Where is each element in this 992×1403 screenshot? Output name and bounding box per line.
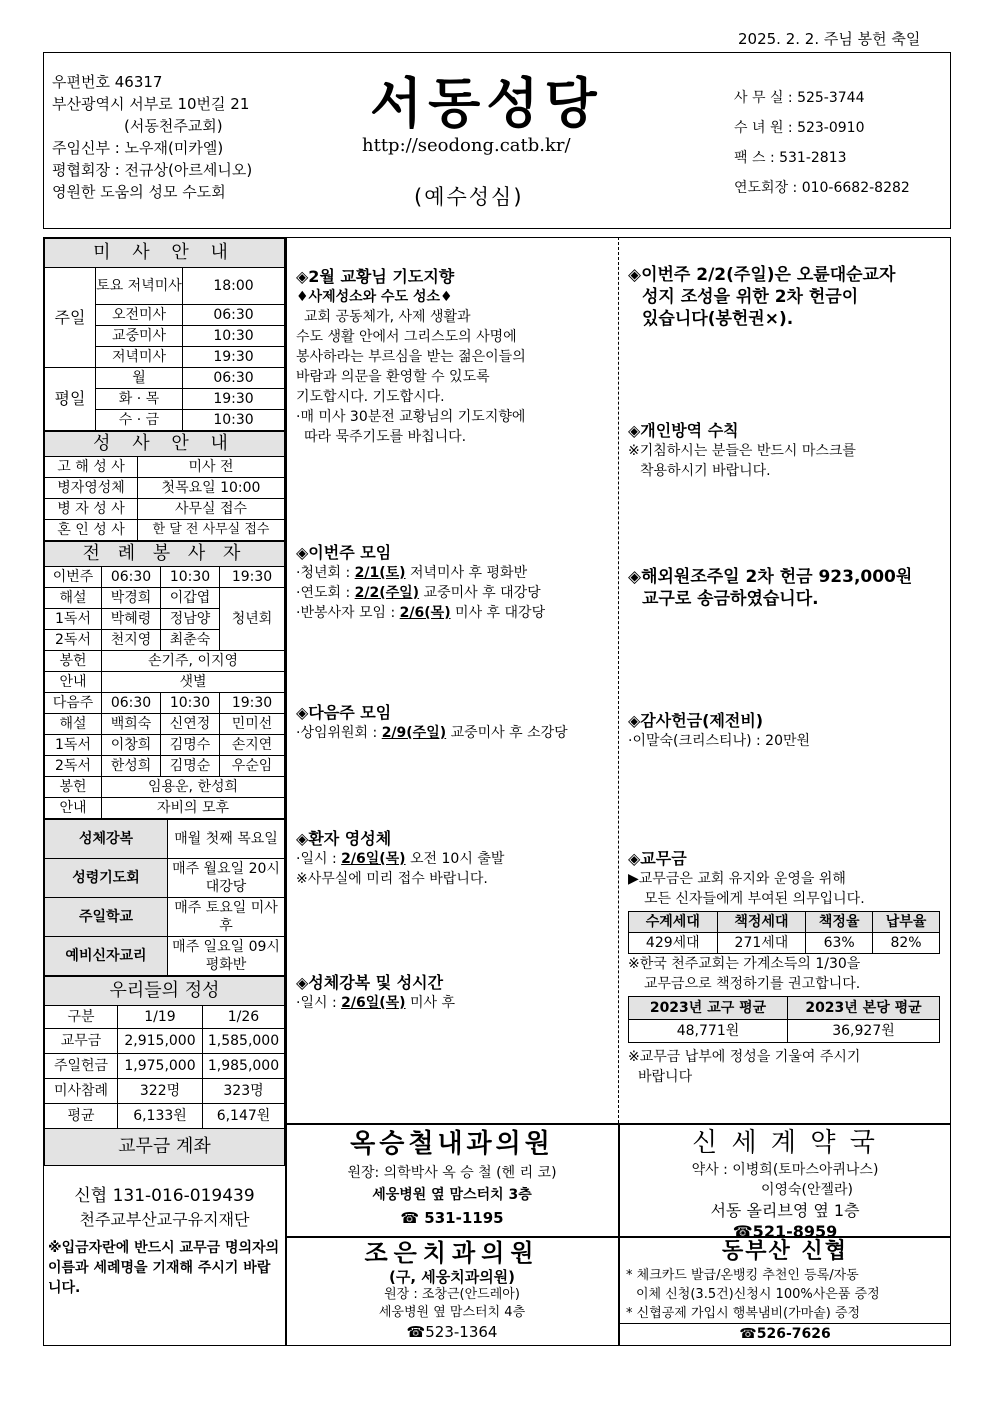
servers-table [44,541,285,819]
sick-communion-time: ·일시 : 2/6일(목) 오전 10시 출발 [296,851,505,867]
ad3-phone: ☎523-1364 [406,1323,498,1341]
dues-title: ◈교무금 [628,849,687,868]
dues-note-2: 교무금으로 책정하기를 권고합니다. [644,976,861,992]
quarantine-title: ◈개인방역 수칙 [628,421,739,440]
nw-commentator-label: 해설 [45,714,102,735]
offering-header-date1: 1/19 [118,1006,203,1029]
benediction [296,970,614,1013]
bulletin-date: 2025. 2. 2. 주님 봉헌 축일 [738,30,921,48]
sacrament-title: 성 사 안 내 [45,432,285,457]
avg-h2: 2023년 본당 평균 [788,997,940,1020]
prayer-line-3: 봉사하라는 부르심을 받는 젊은이들의 [296,349,526,365]
tw-reading2-1: 천지영 [102,630,161,651]
ad4-name: 동부산 신협 [722,1239,848,1264]
dues-h2: 책정세대 [717,912,806,933]
schedule-prayer-group-time: 매주 월요일 20시 대강당 [168,859,285,898]
offering-attendance-label: 미사참례 [45,1079,118,1104]
next-week-time-3: 19:30 [220,693,285,714]
nw-offering-label: 봉헌 [45,777,102,798]
mission-line-2: 교구로 송금하였습니다. [642,589,819,609]
avg-diocese: 48,771원 [629,1020,788,1043]
tw-reading2-label: 2독서 [45,630,102,651]
mass-tue-thu: 화 · 목 [96,389,183,410]
sacrament-marriage-time: 한 달 전 사무실 접수 [138,520,285,541]
next-meetings-title: ◈다음주 모임 [296,703,392,722]
office-phone: 사 무 실 : 525-3744 [734,90,865,106]
nw-commentator-1: 백희숙 [102,714,161,735]
next-week-meetings [296,700,614,743]
ad3-doctor: 원장 : 조창근(안드레아) [384,1287,520,1302]
convent: 영원한 도움의 성모 수도회 [52,183,226,201]
mass-morning: 오전미사 [96,305,183,326]
ad3-former-name: (구, 세웅치과의원) [388,1268,516,1286]
nw-reading2-label: 2독서 [45,756,102,777]
sacrament-sick-communion: 병자영성체 [45,478,138,499]
meetings-title: ◈이번주 모임 [296,543,392,562]
tw-reading1-1: 박혜령 [102,609,161,630]
nw-reading1-1: 이창희 [102,735,161,756]
benediction-time: ·일시 : 2/6일(목) 미사 후 [296,995,456,1011]
sick-communion-note: ※사무실에 미리 접수 바랍니다. [296,871,488,887]
website-link[interactable]: http://seodong.catb.kr/ [362,135,571,156]
ad-dental-clinic [286,1238,618,1342]
sacrament-anointing: 병 자 성 사 [45,499,138,520]
mass-mon-time: 06:30 [183,368,285,389]
offering-dues-2: 1,585,000 [203,1029,285,1054]
schedule-sunday-school: 주일학교 [45,898,168,937]
middle-column [296,264,614,447]
sacrament-marriage: 혼 인 성 사 [45,520,138,541]
ad-pharmacy [620,1126,950,1242]
tw-reading2-2: 최춘숙 [161,630,220,651]
ad3-name: 조은치과의원 [364,1239,540,1267]
page-title: 서동성당 [370,72,603,135]
ad3-address: 세웅병원 옆 맘스터치 4층 [378,1305,526,1320]
dues-h1: 수계세대 [629,912,718,933]
dues-note-1: ※한국 천주교회는 가계소득의 1/30을 [628,956,861,972]
meeting-standing-committee: ·상임위원회 : 2/9(주일) 교중미사 후 소강당 [296,725,568,741]
memorial-president-phone: 연도회장 : 010-6682-8282 [734,180,910,196]
mass-table [44,238,285,431]
prayer-intention-title: ◈2월 교황님 기도지향 [296,267,455,286]
nw-commentator-3: 민미선 [220,714,285,735]
offering-title: 우리들의 정성 [45,977,285,1006]
dues-line-1: ▶교무금은 교회 유지와 운영을 위해 [628,871,846,887]
ad1-address: 세웅병원 옆 맘스터치 3층 [372,1187,532,1203]
tw-commentator-1: 박경희 [102,588,161,609]
convent-phone: 수 녀 원 : 523-0910 [734,120,865,136]
ad2-address: 서동 올리브영 옆 1층 [710,1201,860,1220]
ad2-pharmacist-2: 이영숙(안젤라) [760,1182,854,1198]
offering-dues-1: 2,915,000 [118,1029,203,1054]
meeting-youth: ·청년회 : 2/1(토) 저녁미사 후 평화반 [296,565,528,581]
tw-commentator-2: 이갑엽 [161,588,220,609]
offering-average-label: 평균 [45,1104,118,1129]
dues-v1: 429세대 [629,933,718,954]
thanks-line: ·이말숙(크리스티나) : 20만원 [628,733,811,749]
sacrament-table [44,431,285,541]
offering-dues-label: 교무금 [45,1029,118,1054]
tw-offering: 손기주, 이지영 [102,651,285,672]
offering-sunday-1: 1,975,000 [118,1054,203,1079]
offering-header-date2: 1/26 [203,1006,285,1029]
dues-table [628,911,940,954]
this-week-meetings [296,540,614,623]
sacrament-confession: 고 해 성 사 [45,457,138,478]
mass-main: 교중미사 [96,326,183,347]
ad-credit-union [620,1238,950,1344]
ad4-line-2: 이체 신청(3.5건)신청시 100%사은품 증정 [636,1287,880,1302]
prayer-line-6: ·매 미사 30분전 교황님의 기도지향에 [296,409,526,425]
mass-wed-fri: 수 · 금 [96,410,183,431]
dues-v4: 82% [873,933,940,954]
sick-communion [296,826,614,889]
schedule-catechumen: 예비신자교리 [45,937,168,976]
church-name-paren: (서동천주교회) [124,117,223,135]
thanks-offering [628,708,946,751]
nw-reading2-2: 김명순 [161,756,220,777]
offering-average-1: 6,133원 [118,1104,203,1129]
header-contacts [734,83,910,203]
avg-h1: 2023년 교구 평균 [629,997,788,1020]
next-week-time-2: 10:30 [161,693,220,714]
ad-internal-clinic [286,1126,618,1230]
ad2-name: 신 세 계 약 국 [692,1128,878,1158]
avg-parish: 36,927원 [788,1020,940,1043]
schedule-sunday-school-time: 매주 토요일 미사 후 [168,898,285,937]
next-week-time-1: 06:30 [102,693,161,714]
schedule-prayer-group: 성령기도회 [45,859,168,898]
nw-usher-label: 안내 [45,798,102,819]
address: 부산광역시 서부로 10번길 21 [52,95,250,113]
tw-commentator-label: 해설 [45,588,102,609]
ad1-doctor: 원장: 의학박사 옥 승 철 (헨 리 코) [347,1165,557,1181]
notice-line-1: ◈이번주 2/2(주일)은 오륜대순교자 [628,265,896,285]
ad4-line-3: * 신협공제 가입시 행복냄비(가마솥) 증정 [620,1304,950,1324]
next-week-label: 다음주 [45,693,102,714]
mass-sat-evening: 토요 저녁미사 [96,268,183,305]
tw-youth: 청년회 [220,588,285,651]
meeting-memorial: ·연도회 : 2/2(주일) 교중미사 후 대강당 [296,585,541,601]
this-week-time-2: 10:30 [161,567,220,588]
meeting-servers: ·반봉사자 모임 : 2/6(목) 미사 후 대강당 [296,605,546,621]
prayer-line-4: 바람과 의문을 환영할 수 있도록 [296,369,490,385]
nw-reading1-label: 1독서 [45,735,102,756]
offering-sunday-label: 주일헌금 [45,1054,118,1079]
notice-line-3: 있습니다(봉헌권×). [642,309,794,329]
ad4-phone: ☎526-7626 [739,1326,831,1342]
second-collection-notice [628,264,946,330]
sick-communion-title: ◈환자 영성체 [296,829,392,848]
parish-dues [628,846,940,1087]
sunday-label: 주일 [45,268,96,368]
mass-title: 미 사 안 내 [45,239,285,268]
notice-line-2: 성지 조성을 위한 2차 헌금이 [642,287,859,307]
tw-usher: 샛별 [102,672,285,693]
ad1-phone: ☎ 531-1195 [400,1209,504,1227]
nw-reading2-3: 우순임 [220,756,285,777]
account-holder: 천주교부산교구유지재단 [79,1210,250,1229]
tw-reading1-label: 1독서 [45,609,102,630]
benediction-title: ◈성체강복 및 성시간 [296,973,444,992]
postal-code: 우편번호 46317 [52,73,163,91]
prayer-line-7: 따라 묵주기도를 바칩니다. [304,429,467,445]
offering-header-label: 구분 [45,1006,118,1029]
this-week-time-3: 19:30 [220,567,285,588]
dues-h4: 납부율 [873,912,940,933]
thanks-title: ◈감사헌금(제전비) [628,711,764,730]
mass-evening: 저녁미사 [96,347,183,368]
tw-reading1-2: 정남양 [161,609,220,630]
sacrament-confession-time: 미사 전 [138,457,285,478]
ad4-line-1: * 체크카드 발급/온뱅킹 추천인 등록/자동 [626,1268,859,1283]
quarantine-line-1: ※기침하시는 분들은 반드시 마스크를 [628,443,856,459]
servers-title: 전 례 봉 사 자 [45,542,285,567]
sacrament-anointing-time: 사무실 접수 [138,499,285,520]
mass-main-time: 10:30 [183,326,285,347]
pastor: 주임신부 : 노우재(미카엘) [52,139,224,157]
nw-offering: 임용운, 한성희 [102,777,285,798]
quarantine-line-2: 착용하시기 바랍니다. [640,463,771,479]
mission-collection [628,566,946,610]
mass-wed-fri-time: 10:30 [183,410,285,431]
this-week-time-1: 06:30 [102,567,161,588]
dues-h3: 책정율 [806,912,873,933]
prayer-line-1: 교회 공동체가, 사제 생활과 [304,309,471,325]
ad2-pharmacist-1: 약사 : 이병희(토마스아퀴나스) [691,1162,879,1178]
nw-reading1-3: 손지연 [220,735,285,756]
feast-subtitle: (예수성심) [414,185,524,209]
prayer-intention-subtitle: ♦사제성소와 수도 성소♦ [296,289,453,305]
mass-tue-thu-time: 19:30 [183,389,285,410]
header-box [43,52,951,229]
ad2-phone: ☎521-8959 [732,1222,838,1241]
offering-attendance-2: 323명 [203,1079,285,1104]
prayer-line-5: 기도합시다. 기도합시다. [296,389,445,405]
schedule-benediction-time: 매월 첫째 목요일 [168,820,285,859]
quarantine-rules [628,418,946,481]
nw-reading1-2: 김명수 [161,735,220,756]
account-title: 교무금 계좌 [44,1129,285,1166]
nw-commentator-2: 신연정 [161,714,220,735]
ad1-name: 옥승철내과의원 [350,1129,554,1159]
weekday-label: 평일 [45,368,96,431]
mission-line-1: ◈해외원조주일 2차 헌금 923,000원 [628,567,913,587]
dues-end-note-1: ※교무금 납부에 정성을 기울여 주시기 [628,1049,861,1065]
offering-average-2: 6,147원 [203,1104,285,1129]
offering-sunday-2: 1,985,000 [203,1054,285,1079]
account-number: 신협 131-016-019439 [74,1186,255,1206]
dues-v3: 63% [806,933,873,954]
tw-offering-label: 봉헌 [45,651,102,672]
schedule-benediction: 성체강복 [45,820,168,859]
prayer-line-2: 수도 생활 안에서 그리스도의 사명에 [296,329,517,345]
this-week-label: 이번주 [45,567,102,588]
mass-sat-evening-time: 18:00 [183,268,285,305]
mass-morning-time: 06:30 [183,305,285,326]
fax: 팩 스 : 531-2813 [734,150,847,166]
dues-line-2: 모든 신자들에게 부여된 의무입니다. [644,891,865,907]
tw-usher-label: 안내 [45,672,102,693]
dues-average-table [628,996,940,1043]
offering-table [44,976,285,1129]
council-president: 평협회장 : 전규상(아르세니오) [52,161,253,179]
offering-attendance-1: 322명 [118,1079,203,1104]
dues-v2: 271세대 [717,933,806,954]
dues-end-note-2: 바랍니다 [638,1069,693,1085]
mass-evening-time: 19:30 [183,347,285,368]
schedule-table [44,819,285,976]
nw-usher: 자비의 모후 [102,798,285,819]
sacrament-sick-communion-time: 첫목요일 10:00 [138,478,285,499]
account-note: ※입금자란에 반드시 교무금 명의자의 이름과 세례명을 기재해 주시기 바랍니다. [48,1240,280,1296]
left-column [44,238,285,1298]
mass-mon: 월 [96,368,183,389]
header-left [52,71,252,203]
schedule-catechumen-time: 매주 일요일 09시 평화반 [168,937,285,976]
nw-reading2-1: 한성희 [102,756,161,777]
divider-mid [618,237,619,1123]
